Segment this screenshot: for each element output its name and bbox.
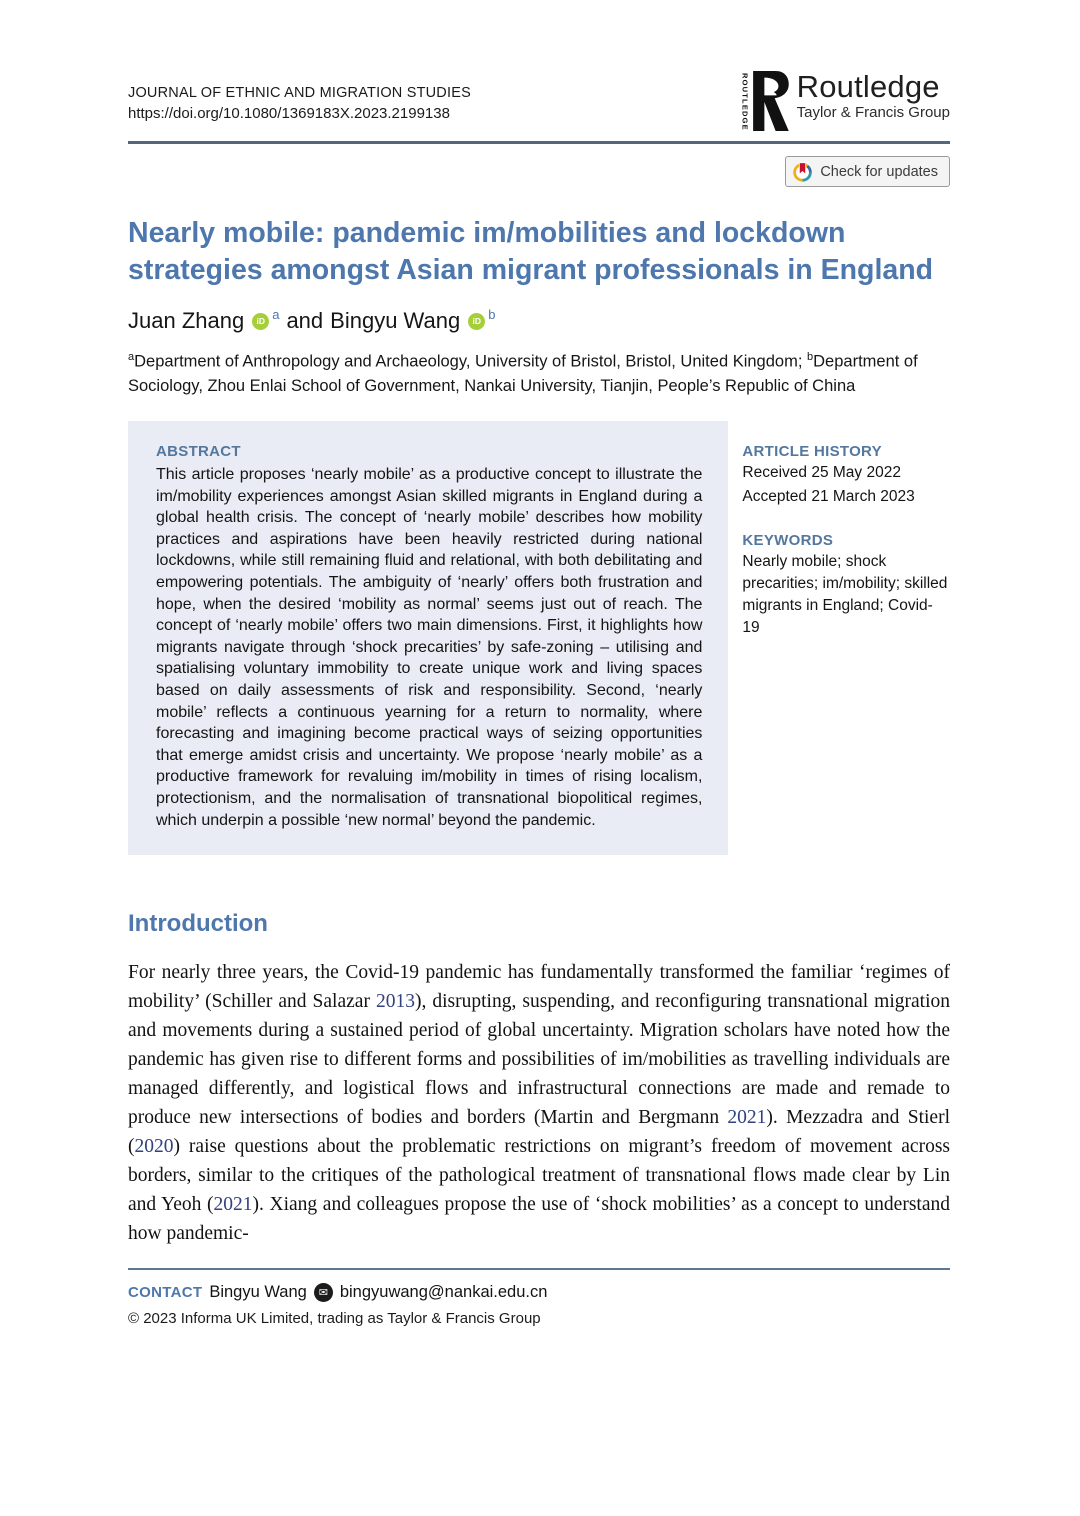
contact-email[interactable]: bingyuwang@nankai.edu.cn — [339, 1282, 548, 1301]
introduction-paragraph — [128, 958, 950, 1248]
authors-separator: and — [286, 308, 324, 334]
routledge-vertical-text: ROUTLEDGE — [740, 73, 750, 131]
affiliations — [128, 349, 950, 399]
check-for-updates-button[interactable] — [785, 156, 950, 187]
keywords-text: Nearly mobile; shock precarities; im/mobility; skilled migrants in England; Covid-19 — [742, 553, 948, 637]
author-line — [128, 308, 950, 334]
abstract-box — [128, 421, 728, 855]
article-history-heading: ARTICLE HISTORY — [742, 443, 882, 461]
publisher-logo — [741, 71, 950, 131]
contact-line — [128, 1283, 950, 1302]
keywords-heading: KEYWORDS — [742, 532, 834, 550]
body-text: ), disrupting, suspending, and reconfiguring transnational migration and movements during a sustained period of global uncertainty. Migration scholars have noted how the pandemic has given rise to different forms and possibilities of im/mobilities as travelling individuals are managed differently, and logistical flows and infrastructural connections are made and remade to produce new intersections of bodies and borders (Martin and Bergmann — [128, 991, 951, 1129]
contact-name: Bingyu Wang — [209, 1282, 307, 1301]
doi-link[interactable]: https://doi.org/10.1080/1369183X.2023.2199138 — [128, 105, 450, 122]
accepted-date: Accepted 21 March 2023 — [742, 488, 915, 506]
orcid-icon[interactable]: iD — [468, 313, 485, 330]
citation-link[interactable]: 2021 — [727, 1107, 767, 1129]
author-affiliation-sup: b — [488, 306, 496, 322]
footer-divider — [128, 1268, 950, 1270]
header-divider — [128, 141, 950, 144]
introduction-heading: Introduction — [128, 910, 268, 938]
body-text: For nearly three years, the Covid-19 pandemic has fundamentally transformed the familiar ‘regimes of mobility’ (Schiller and Salazar — [128, 962, 950, 1013]
body-text: ). Xiang and colleagues propose the use of ‘shock mobilities’ as a concept to understand how pandemic- — [128, 1194, 950, 1245]
contact-label: CONTACT — [128, 1283, 203, 1301]
citation-link[interactable]: 2021 — [213, 1194, 253, 1216]
abstract-text: This article proposes ‘nearly mobile’ as a productive concept to illustrate the im/mobility experiences amongst Asian skilled migrants in England during a global health crisis. The concept of ‘nearly mobile’ describes how mobility practices and aspirations have been heavily restricted during national lockdowns, while still remaining fluid and relational, with both debilitating and empowering potentials. The ambiguity of ‘nearly’ offers both frustration and hope, when the desired ‘mobility as normal’ seems just out of reach. The concept of ‘nearly mobile’ offers two main dimensions. First, it highlights how migrants navigate through ‘shock precarities’ by safe-zoning – utilising and spatialising voluntary immobility to create unique work and living spaces based on daily assessments of risk and responsibility. Second, ‘nearly mobile’ reflects a continuous yearning for a return to normality, where forecasting and imagining become practical ways of seizing opportunities that emerge amidst crisis and uncertainty. We propose ‘nearly mobile’ as a productive framework for revaluing im/mobility in times of rising localism, protectionism, and the normalisation of transnational biopolitical regimes, which underpin a possible ‘new normal’ beyond the pandemic. — [156, 466, 703, 829]
publisher-tagline: Taylor & Francis Group — [796, 104, 950, 121]
author-name: Juan Zhang — [128, 308, 245, 334]
article-meta-column — [742, 421, 950, 855]
publisher-name: Routledge — [796, 69, 940, 104]
page-header — [128, 69, 950, 131]
routledge-r-icon — [751, 71, 789, 131]
affiliation-sup: b — [807, 351, 814, 364]
journal-info — [128, 85, 471, 122]
body-text: ). Mezzadra and Stierl ( — [128, 1107, 950, 1158]
badge-row — [128, 156, 950, 187]
author-affiliation-sup: a — [272, 306, 280, 322]
orcid-icon[interactable]: iD — [252, 313, 269, 330]
email-icon: ✉ — [314, 1283, 333, 1302]
copyright-notice: © 2023 Informa UK Limited, trading as Taylor & Francis Group — [128, 1309, 541, 1327]
journal-name: JOURNAL OF ETHNIC AND MIGRATION STUDIES — [128, 85, 471, 101]
received-date: Received 25 May 2022 — [742, 464, 901, 482]
affiliation-sup: a — [128, 351, 135, 364]
routledge-device — [741, 71, 789, 131]
affiliation-text: Department of Sociology, Zhou Enlai School of Government, Nankai University, Tianjin, People’s Republic of China — [128, 352, 918, 396]
crossmark-icon — [792, 161, 813, 182]
abstract-section — [128, 421, 950, 855]
affiliation-text: Department of Anthropology and Archaeology, University of Bristol, Bristol, United Kingdom; — [134, 352, 807, 371]
check-for-updates-label: Check for updates — [820, 163, 938, 180]
article-title: Nearly mobile: pandemic im/mobilities and lockdown strategies amongst Asian migrant professionals in England — [128, 217, 934, 286]
abstract-heading: ABSTRACT — [156, 443, 241, 461]
body-text: ) raise questions about the problematic restrictions on migrant’s freedom of movement across borders, similar to the critiques of the pathological treatment of transnational flows made clear by Lin and Yeoh ( — [128, 1136, 950, 1216]
citation-link[interactable]: 2020 — [134, 1136, 174, 1158]
article-history — [742, 443, 950, 508]
citation-link[interactable]: 2013 — [375, 991, 415, 1013]
author-name: Bingyu Wang — [330, 308, 461, 334]
keywords — [742, 532, 950, 639]
publisher-wordmark — [797, 71, 950, 120]
